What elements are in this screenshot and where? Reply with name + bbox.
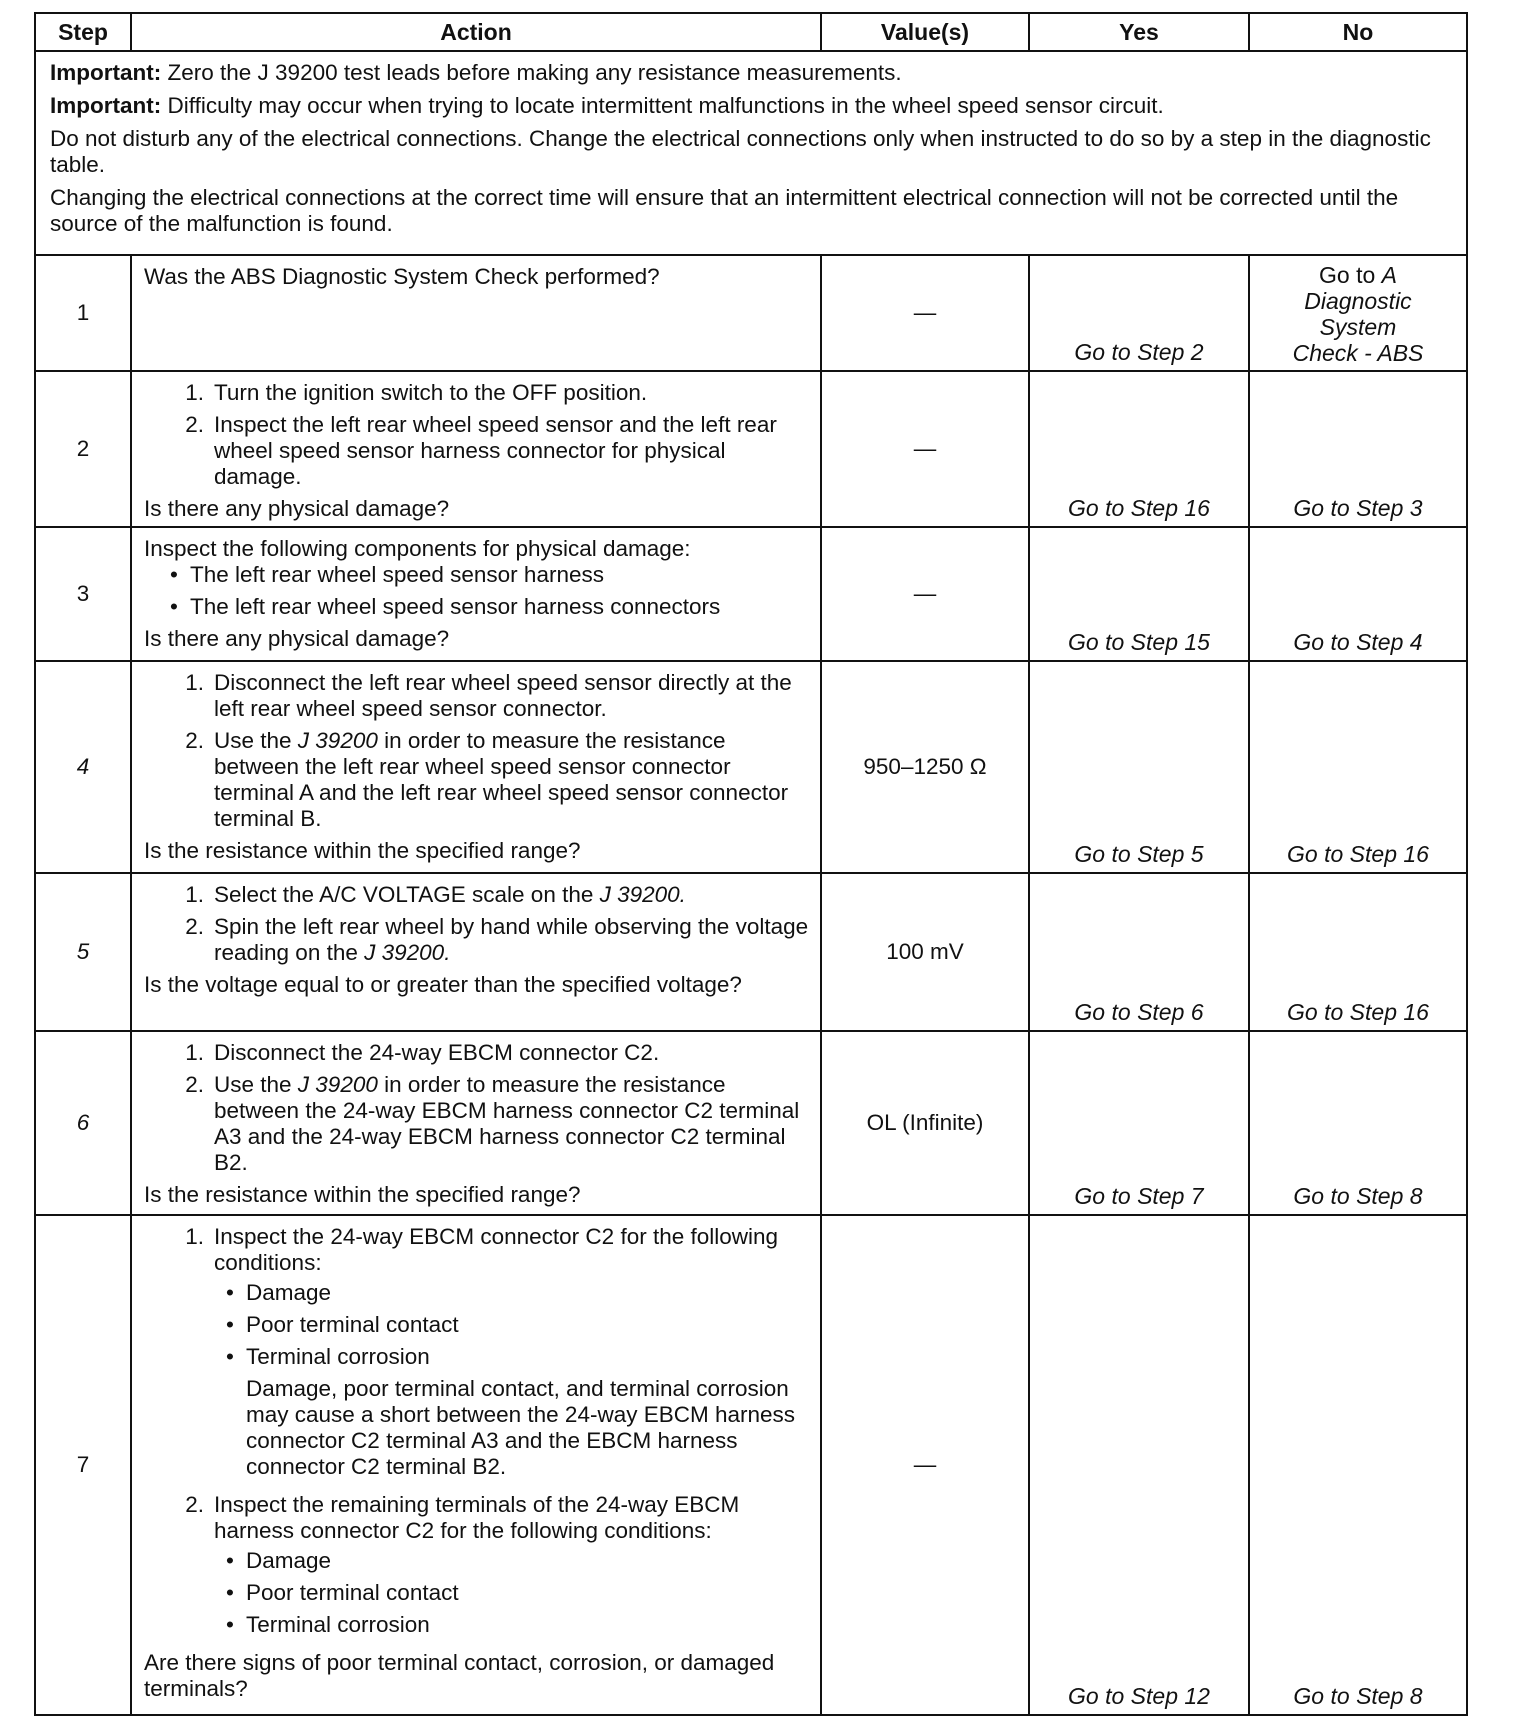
no-link[interactable]: Go to Step 16	[1249, 661, 1467, 873]
bullet-item: • Terminal corrosion	[214, 1344, 812, 1370]
table-row	[35, 371, 1467, 527]
action-question: Is the resistance within the specified range?	[144, 838, 581, 863]
header-values: Value(s)	[821, 13, 1029, 51]
action-question: Is the resistance within the specified range?	[144, 1182, 581, 1207]
value-cell: —	[821, 1215, 1029, 1715]
action-cell	[131, 873, 821, 1031]
no-link-line	[1250, 262, 1466, 288]
value-cell: OL (Infinite)	[821, 1031, 1029, 1215]
action-steps	[144, 1040, 812, 1182]
bullet-text: Damage	[246, 1548, 332, 1573]
action-question: Is there any physical damage?	[144, 496, 450, 521]
bullet-list	[144, 562, 812, 626]
action-step-text: in order to measure the resistance between the 24-way EBCM harness connector C2 terminal A3 and the 24-way EBCM harness connector C2 terminal B2.	[214, 1072, 800, 1175]
no-link-text: Go to	[1319, 262, 1382, 288]
no-link-line: Diagnostic	[1304, 288, 1412, 314]
header-row	[35, 13, 1467, 51]
bullet-item: • Terminal corrosion	[214, 1612, 812, 1638]
action-step-text: Turn the ignition switch to the OFF position.	[214, 380, 648, 405]
value-cell: 950–1250 Ω	[821, 661, 1029, 873]
bullet-text: Terminal corrosion	[246, 1344, 430, 1369]
table-row	[35, 661, 1467, 873]
yes-link[interactable]: Go to Step 2	[1029, 255, 1249, 371]
bullet-item: • Poor terminal contact	[214, 1580, 812, 1606]
value-cell: 100 mV	[821, 873, 1029, 1031]
no-link[interactable]	[1249, 255, 1467, 371]
action-step: 1. Disconnect the left rear wheel speed sensor directly at the left rear wheel speed sensor connector.	[144, 670, 812, 722]
value-cell: —	[821, 527, 1029, 661]
action-step-text: Inspect the left rear wheel speed sensor and the left rear wheel speed sensor harness connector for physical damage.	[214, 412, 777, 489]
action-step-text: Use the	[214, 728, 298, 753]
yes-link[interactable]: Go to Step 5	[1029, 661, 1249, 873]
header-no: No	[1249, 13, 1467, 51]
action-step: 1. Select the A/C VOLTAGE scale on the J 39200.	[185, 882, 686, 907]
no-link[interactable]: Go to Step 4	[1249, 527, 1467, 661]
value-cell: —	[821, 255, 1029, 371]
bullet-list	[214, 1548, 812, 1638]
action-steps	[144, 882, 812, 972]
step-number: 3	[35, 527, 131, 661]
bullet-item: • Damage	[214, 1548, 812, 1574]
note-important-1	[50, 60, 1454, 86]
action-step-text: Inspect the remaining terminals of the 24-way EBCM harness connector C2 for the following conditions:	[214, 1492, 740, 1543]
bullet-list	[214, 1280, 812, 1370]
step-number: 5	[35, 873, 131, 1031]
note-3: Do not disturb any of the electrical connections. Change the electrical connections only when instructed to do so by a step in the diagnostic table.	[50, 126, 1431, 177]
action-step: 1. Turn the ignition switch to the OFF position.	[144, 380, 812, 406]
table-row	[35, 1031, 1467, 1215]
header-yes: Yes	[1029, 13, 1249, 51]
step-number: 7	[35, 1215, 131, 1715]
note-text: Difficulty may occur when trying to locate intermittent malfunctions in the wheel speed sensor circuit.	[161, 93, 1164, 118]
action-question: Are there signs of poor terminal contact, corrosion, or damaged terminals?	[144, 1650, 775, 1701]
diagnostic-table	[34, 12, 1468, 1716]
tool-name: J 39200	[297, 1072, 378, 1097]
bullet-text: Poor terminal contact	[246, 1580, 459, 1605]
bullet-item: • Damage	[214, 1280, 812, 1306]
table-row	[35, 255, 1467, 371]
bullet-text: Poor terminal contact	[246, 1312, 459, 1337]
step-number: 1	[35, 255, 131, 371]
no-link-text: A	[1381, 262, 1397, 288]
no-link[interactable]: Go to Step 8	[1249, 1031, 1467, 1215]
no-link-line: System	[1319, 314, 1397, 340]
bullet-text: The left rear wheel speed sensor harness connectors	[190, 594, 721, 619]
action-cell	[131, 255, 821, 371]
step-number: 4	[35, 661, 131, 873]
action-step: 2. Use the J 39200 in order to measure the resistance between the left rear wheel speed sensor connector terminal A and the left rear wheel speed sensor connector terminal B.	[185, 728, 789, 831]
diagnostic-table-container	[34, 12, 1466, 1716]
step-number: 2	[35, 371, 131, 527]
action-question: Is there any physical damage?	[144, 626, 450, 651]
action-cell	[131, 661, 821, 873]
notes-cell	[35, 51, 1467, 255]
action-step-text: Disconnect the 24-way EBCM connector C2.	[214, 1040, 660, 1065]
bullet-text: Terminal corrosion	[246, 1612, 430, 1637]
action-step-text: in order to measure the resistance between the left rear wheel speed sensor connector terminal A and the left rear wheel speed sensor connector terminal B.	[214, 728, 789, 831]
action-step-text: Inspect the 24-way EBCM connector C2 for the following conditions:	[214, 1224, 779, 1275]
table-row	[35, 1215, 1467, 1715]
yes-link[interactable]: Go to Step 15	[1029, 527, 1249, 661]
no-link-line: Check - ABS	[1292, 340, 1424, 366]
action-cell	[131, 527, 821, 661]
bullet-text: Damage	[246, 1280, 332, 1305]
no-link[interactable]: Go to Step 16	[1249, 873, 1467, 1031]
action-step-text: Use the	[214, 1072, 298, 1097]
action-note: Damage, poor terminal contact, and terminal corrosion may cause a short between the 24-way EBCM harness connector C2 terminal A3 and the EBCM harness connector C2 terminal B2.	[246, 1376, 796, 1479]
header-action: Action	[131, 13, 821, 51]
action-steps	[144, 380, 812, 496]
yes-link[interactable]: Go to Step 12	[1029, 1215, 1249, 1715]
action-question: Was the ABS Diagnostic System Check performed?	[144, 264, 660, 289]
tool-name: J 39200	[297, 728, 378, 753]
note-label: Important:	[50, 60, 162, 85]
tool-name: J 39200.	[599, 882, 686, 907]
bullet-item: • The left rear wheel speed sensor harness connectors	[158, 594, 812, 620]
action-steps	[144, 670, 812, 838]
action-intro: Inspect the following components for physical damage:	[144, 536, 691, 561]
action-cell	[131, 1031, 821, 1215]
note-text: Zero the J 39200 test leads before making any resistance measurements.	[161, 60, 902, 85]
action-step: 2. Inspect the remaining terminals of the 24-way EBCM harness connector C2 for the following conditions: • Damage • Poor terminal contact • Terminal corrosion	[144, 1492, 812, 1644]
step-number: 6	[35, 1031, 131, 1215]
table-row	[35, 873, 1467, 1031]
yes-link[interactable]: Go to Step 6	[1029, 873, 1249, 1031]
tool-name: J 39200.	[364, 940, 451, 965]
notes-row	[35, 51, 1467, 255]
action-cell	[131, 1215, 821, 1715]
header-step: Step	[35, 13, 131, 51]
action-step: 2. Inspect the left rear wheel speed sensor and the left rear wheel speed sensor harness connector for physical damage.	[144, 412, 812, 490]
action-step-text: Spin the left rear wheel by hand while observing the voltage reading on the	[214, 914, 809, 965]
bullet-item: • The left rear wheel speed sensor harness	[158, 562, 812, 588]
action-step-text: Select the A/C VOLTAGE scale on the	[214, 882, 600, 907]
action-question: Is the voltage equal to or greater than the specified voltage?	[144, 972, 742, 997]
action-step: 2. Use the J 39200 in order to measure the resistance between the 24-way EBCM harness connector C2 terminal A3 and the 24-way EBCM harness connector C2 terminal B2.	[185, 1072, 800, 1175]
action-step: 1. Disconnect the 24-way EBCM connector C2.	[144, 1040, 812, 1066]
value-cell: —	[821, 371, 1029, 527]
no-link[interactable]: Go to Step 8	[1249, 1215, 1467, 1715]
bullet-item: • Poor terminal contact	[214, 1312, 812, 1338]
action-step: 2. Spin the left rear wheel by hand while observing the voltage reading on the J 39200.	[185, 914, 809, 965]
note-4: Changing the electrical connections at the correct time will ensure that an intermittent electrical connection will not be corrected until the source of the malfunction is found.	[50, 185, 1399, 236]
note-label: Important:	[50, 93, 162, 118]
action-step: 1. Inspect the 24-way EBCM connector C2 for the following conditions: • Damage • Poor terminal contact • Terminal corrosion Damage, poor terminal contact, and terminal corrosion may cause a short between the 24-way EBCM harness connector C2 terminal A3 and the EBCM harness connector C2 terminal B2.	[144, 1224, 812, 1486]
note-important-2	[50, 93, 1454, 119]
bullet-text: The left rear wheel speed sensor harness	[190, 562, 604, 587]
action-steps	[144, 1224, 812, 1650]
action-step-text: Disconnect the left rear wheel speed sensor directly at the left rear wheel speed sensor connector.	[214, 670, 792, 721]
action-cell	[131, 371, 821, 527]
table-row	[35, 527, 1467, 661]
yes-link[interactable]: Go to Step 16	[1029, 371, 1249, 527]
no-link[interactable]: Go to Step 3	[1249, 371, 1467, 527]
yes-link[interactable]: Go to Step 7	[1029, 1031, 1249, 1215]
